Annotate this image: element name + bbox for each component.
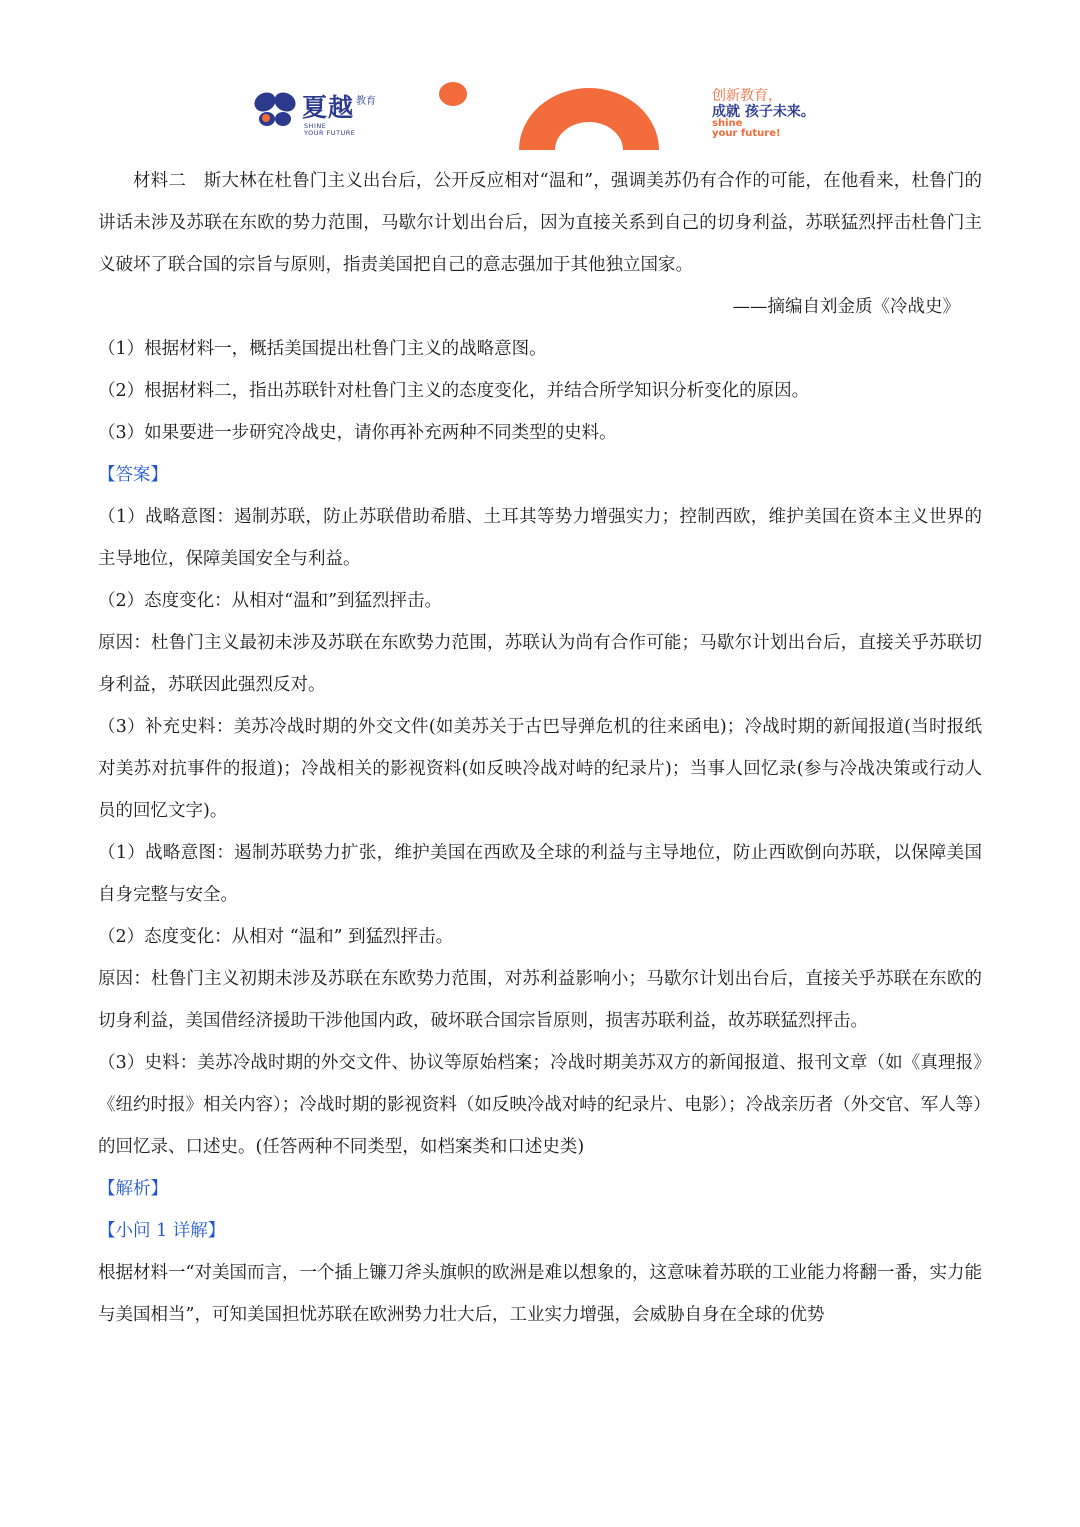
question-2: （2）根据材料二，指出苏联针对杜鲁门主义的态度变化，并结合所学知识分析变化的原因。 (98, 381, 810, 401)
document-body (98, 160, 982, 1336)
material-two-text: 材料二 斯大林在杜鲁门主义出台后，公开反应相对“温和”，强调美苏仍有合作的可能，在他看来，杜鲁门的讲话未涉及苏联在东欧的势力范围，马歇尔计划出台后，因为直接关系到自己的切身利益，苏联猛烈抨击杜鲁门主义破坏了联合国的宗旨与原则，指责美国把自己的意志强加于其他独立国家。 (98, 171, 982, 275)
answer-paragraph: （3）补充史料：美苏冷战时期的外交文件(如美苏关于古巴导弹危机的往来函电)；冷战时期的新闻报道(当时报纸对美苏对抗事件的报道)；冷战相关的影视资料(如反映冷战对峙的纪录片)；当事人回忆录(参与冷战决策或行动人员的回忆文字)。 (98, 717, 982, 821)
question-1: （1）根据材料一，概括美国提出杜鲁门主义的战略意图。 (98, 339, 547, 359)
question-3: （3）如果要进一步研究冷战史，请你再补充两种不同类型的史料。 (98, 423, 617, 443)
answer-paragraph: 原因：杜鲁门主义最初未涉及苏联在东欧势力范围，苏联认为尚有合作可能；马歇尔计划出台后，直接关乎苏联切身利益，苏联因此强烈反对。 (98, 633, 982, 695)
answer-paragraph: （3）史料：美苏冷战时期的外交文件、协议等原始档案；冷战时期美苏双方的新闻报道、报刊文章（如《真理报》《纽约时报》相关内容）；冷战时期的影视资料（如反映冷战对峙的纪录片、电影）；冷战亲历者（外交官、军人等）的回忆录、口述史。(任答两种不同类型，如档案类和口述史类) (98, 1053, 982, 1157)
sub-question-1-text: 根据材料一“对美国而言，一个插上镰刀斧头旗帜的欧洲是难以想象的，这意味着苏联的工业能力将翻一番，实力能与美国相当”，可知美国担忧苏联在欧洲势力壮大后，工业实力增强，会威胁自身在全球的优势 (98, 1263, 982, 1325)
brand-english-1: SHINE (304, 122, 327, 130)
slogan-line-3: shine (712, 118, 743, 129)
brand-english-2: YOUR FUTURE (304, 129, 356, 137)
brand-logo (252, 86, 402, 138)
answer-paragraph: （2）态度变化：从相对 “温和” 到猛烈抨击。 (98, 927, 454, 947)
brand-subtitle: 教育 (356, 96, 376, 107)
slogan-line-1: 创新教育， (712, 88, 782, 104)
decorative-arch (519, 88, 659, 150)
brand-slogan (712, 85, 842, 145)
material-two-source: ——摘编自刘金质《冷战史》 (732, 297, 960, 317)
slogan-line-2: 成就 孩子未来。 (712, 104, 815, 120)
analysis-heading: 【解析】 (98, 1179, 168, 1199)
brand-name: 夏越 (302, 93, 355, 122)
answer-paragraph: （2）态度变化：从相对“温和”到猛烈抨击。 (98, 591, 443, 611)
page-header (0, 0, 1080, 150)
sub-question-1-heading: 【小问 1 详解】 (98, 1221, 226, 1241)
decorative-dot (439, 82, 467, 106)
answer-heading: 【答案】 (98, 465, 168, 485)
answer-paragraph: 原因：杜鲁门主义初期未涉及苏联在东欧势力范围，对苏利益影响小；马歇尔计划出台后，直接关乎苏联在东欧的切身利益，美国借经济援助干涉他国内政，破坏联合国宗旨原则，损害苏联利益，故苏联猛烈抨击。 (98, 969, 982, 1031)
slogan-line-4: your future! (712, 128, 781, 139)
answer-paragraph: （1）战略意图：遏制苏联势力扩张，维护美国在西欧及全球的利益与主导地位，防止西欧倒向苏联，以保障美国自身完整与安全。 (98, 843, 982, 905)
butterfly-logo-icon (252, 86, 298, 132)
answer-paragraph: （1）战略意图：遏制苏联，防止苏联借助希腊、土耳其等势力增强实力；控制西欧，维护美国在资本主义世界的主导地位，保障美国安全与利益。 (98, 507, 982, 569)
